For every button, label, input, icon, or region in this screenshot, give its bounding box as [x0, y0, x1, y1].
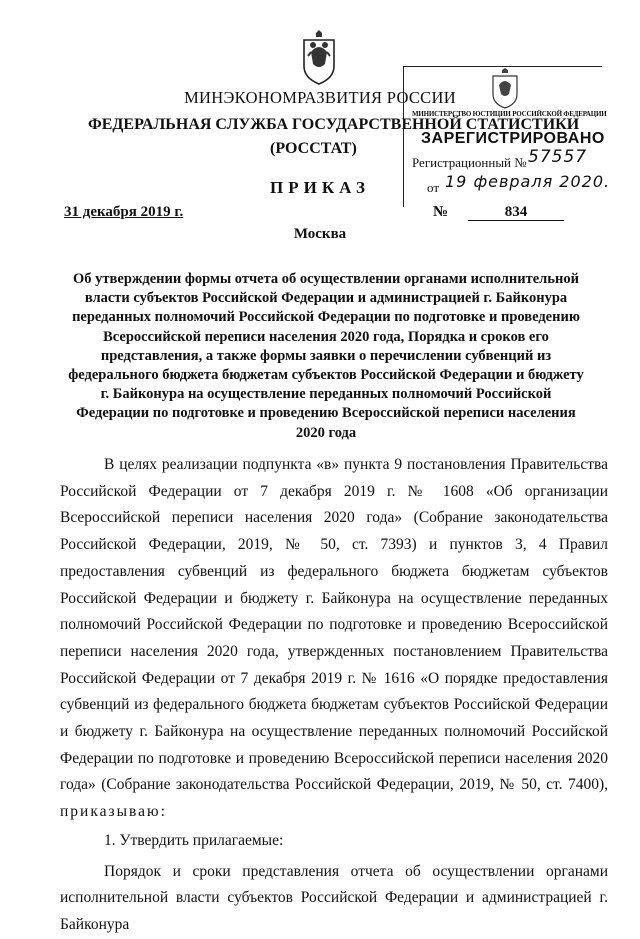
stamp-ministry: МИНИСТЕРСТВО ЮСТИЦИИ РОССИЙСКОЙ ФЕДЕРАЦИИ — [412, 110, 607, 118]
paragraph-text: В целях реализации подпункта «в» пункта 9 постановления Правительства Российской Федерации от 7 декабря 2019 г. № 1608 «Об организации Всероссийской переписи населения 2020 года» (Собрание законодательства Российской Федерации, 2019, № 50, ст. 7393) и пунктов 3, 4 Правил предоставления субвенций из федерального бюджета бюджетам субъектов Российской Федерации и бюджету г. Байконура на осуществление переданных полномочий Российской Федерации по подготовке и проведению Всероссийской переписи населения 2020 года, утвержденных постановлением Правительства Российской Федерации от 7 декабря 2019 г. № 1616 «О порядке предоставления субвенций из федерального бюджета бюджетам субъектов Российской Федерации и бюджету г. Байконура на осуществление переданных полномочий Российской Федерации по подготовке и проведению Всероссийской переписи населения 2020 года» (Собрание законодательства Российской Федерации, 2019, № 50, ст. 7400), — [60, 456, 608, 794]
document-number: 834 — [468, 204, 564, 221]
stamp-emblem-icon — [487, 68, 523, 110]
stamp-reg-label: Регистрационный № — [412, 155, 527, 170]
stamp-registered: ЗАРЕГИСТРИРОВАНО — [421, 130, 605, 147]
stamp-reg-date: 19 февраля 2020. — [445, 172, 611, 191]
item-1-text: Порядок и сроки представления отчета об осуществлении органами исполнительной власти субъектов Российской Федерации и администрацией г. Байконура — [60, 862, 608, 933]
document-date: 31 декабря 2019 г. — [64, 204, 184, 220]
ministry-name: МИНЭКОНОМРАЗВИТИЯ РОССИИ — [184, 88, 456, 107]
document-body — [60, 452, 608, 939]
body-paragraph — [60, 452, 608, 826]
prikazyvayu: приказываю: — [60, 803, 167, 821]
document-title: Об утверждении формы отчета об осуществлении органами исполнительной власти субъектов Российской Федерации и администрацией г. Байконура переданных полномочий Российской Федерации по подготовке и проведению Всероссийской переписи населения 2020 года, Порядка и сроков его представления, а также формы заявки о перечислении субвенций из федерального бюджета бюджетам субъектов Российской Федерации и бюджету г. Байконура на осуществление переданных полномочий Российской Федерации по подготовке и проведению Всероссийской переписи населения 2020 года — [68, 271, 584, 441]
coat-of-arms-icon — [296, 30, 342, 86]
number-sign: № — [433, 204, 449, 220]
document-type: ПРИКАЗ — [270, 178, 370, 197]
stamp-reg-number: 57557 — [528, 147, 588, 167]
city: Москва — [293, 226, 347, 242]
item-1: 1. Утвердить прилагаемые: — [104, 831, 284, 849]
service-name: ФЕДЕРАЛЬНАЯ СЛУЖБА ГОСУДАРСТВЕННОЙ СТАТИСТИКИ — [88, 116, 580, 133]
service-short-name: (РОССТАТ) — [270, 140, 357, 157]
stamp-from-label: от — [427, 180, 440, 195]
